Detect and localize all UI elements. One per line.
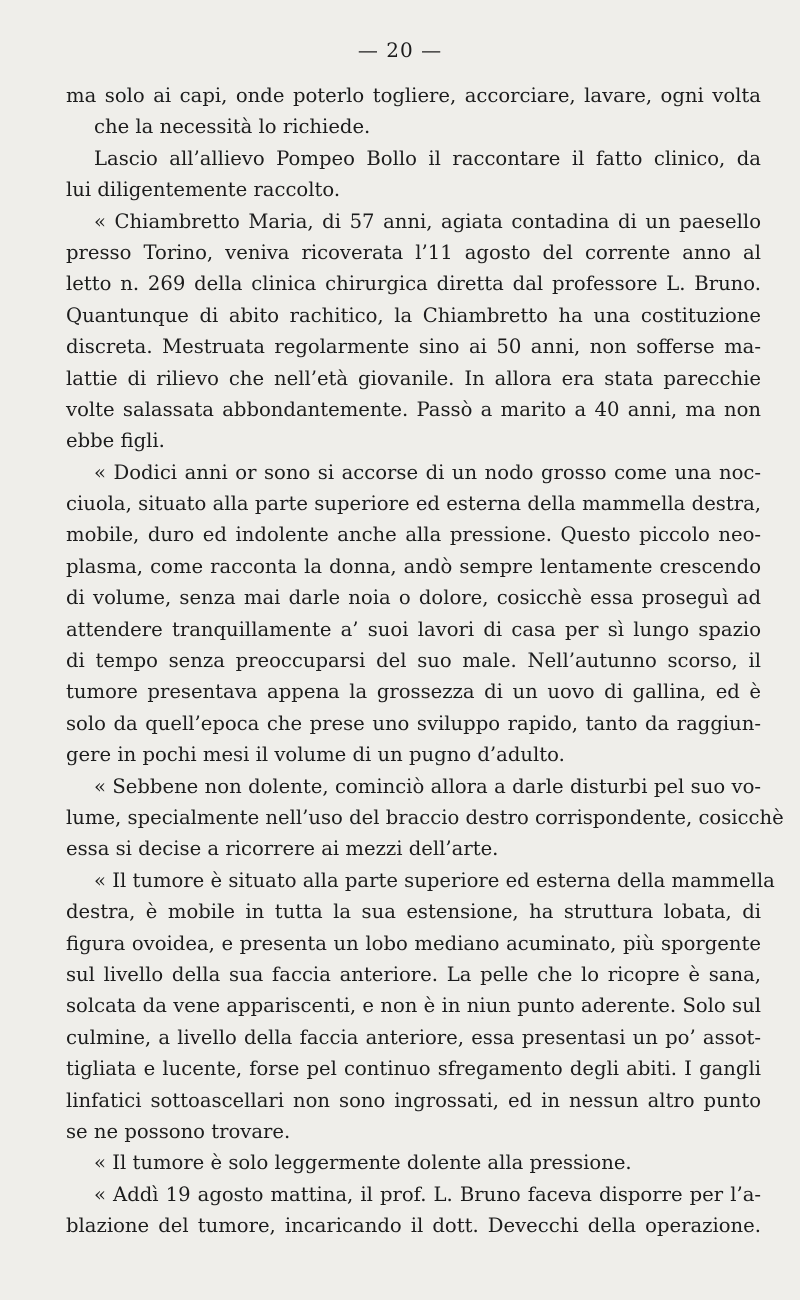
text-line: blazione del tumore, incaricando il dott. Devecchi della operazione. <box>66 1214 761 1238</box>
page-number: — 20 — <box>357 38 443 62</box>
text-line: gere in pochi mesi il volume di un pugno d’adulto. <box>66 743 565 767</box>
text-line: « Sebbene non dolente, cominciò allora a darle disturbi pel suo vo- <box>94 774 761 798</box>
text-line: che la necessità lo richiede. <box>94 115 371 139</box>
text-line: lui diligentemente raccolto. <box>66 178 341 202</box>
text-line: « Il tumore è solo leggermente dolente alla pressione. <box>94 1151 632 1175</box>
text-line: linfatici sottoascellari non sono ingrossati, ed in nessun altro punto <box>66 1088 761 1112</box>
text-line: destra, è mobile in tutta la sua estensione, ha struttura lobata, di <box>66 900 761 924</box>
text-line: ebbe figli. <box>66 429 165 453</box>
text-line: culmine, a livello della faccia anteriore, essa presentasi un po’ assot- <box>66 1025 761 1049</box>
text-line: discreta. Mestruata regolarmente sino ai 50 anni, non sofferse ma- <box>66 335 761 359</box>
text-line: letto n. 269 della clinica chirurgica diretta dal professore L. Bruno. <box>66 272 761 296</box>
text-line: « Dodici anni or sono si accorse di un nodo grosso come una noc- <box>94 460 761 484</box>
text-line: attendere tranquillamente a’ suoi lavori di casa per sì lungo spazio <box>66 617 761 641</box>
text-line: « Chiambretto Maria, di 57 anni, agiata contadina di un paesello <box>94 209 761 233</box>
text-line: ciuola, situato alla parte superiore ed esterna della mammella destra, <box>66 492 761 516</box>
text-line: lattie di rilievo che nell’età giovanile. In allora era stata parecchie <box>66 366 761 390</box>
text-line: sul livello della sua faccia anteriore. La pelle che lo ricopre è sana, <box>66 962 761 986</box>
text-line: « Addì 19 agosto mattina, il prof. L. Bruno faceva disporre per l’a- <box>94 1182 761 1206</box>
text-line: lume, specialmente nell’uso del braccio destro corrispondente, cosicchè <box>66 805 784 829</box>
body-text <box>66 80 784 1241</box>
text-line: tumore presentava appena la grossezza di un uovo di gallina, ed è <box>66 680 761 704</box>
text-line: Lascio all’allievo Pompeo Bollo il raccontare il fatto clinico, da <box>94 146 761 170</box>
text-line: « Il tumore è situato alla parte superiore ed esterna della mammella <box>94 868 775 892</box>
text-line: solcata da vene appariscenti, e non è in niun punto aderente. Solo sul <box>66 994 761 1018</box>
text-line: di tempo senza preoccuparsi del suo male. Nell’autunno scorso, il <box>66 649 761 673</box>
text-line: mobile, duro ed indolente anche alla pressione. Questo piccolo neo- <box>66 523 761 547</box>
text-line: essa si decise a ricorrere ai mezzi dell’arte. <box>66 837 499 861</box>
text-line: di volume, senza mai darle noia o dolore, cosicchè essa proseguì ad <box>66 586 761 610</box>
text-line: ma solo ai capi, onde poterlo togliere, accorciare, lavare, ogni volta <box>66 84 761 107</box>
text-line: Quantunque di abito rachitico, la Chiambretto ha una costituzione <box>66 303 761 327</box>
text-line: tigliata e lucente, forse pel continuo sfregamento degli abiti. I gangli <box>66 1057 761 1081</box>
text-line: figura ovoidea, e presenta un lobo mediano acuminato, più sporgente <box>66 931 761 955</box>
text-line: volte salassata abbondantemente. Passò a marito a 40 anni, ma non <box>66 397 761 421</box>
text-line: se ne possono trovare. <box>66 1119 291 1143</box>
text-line: solo da quell’epoca che prese uno sviluppo rapido, tanto da raggiun- <box>66 711 761 735</box>
text-line: plasma, come racconta la donna, andò sempre lentamente crescendo <box>66 554 761 578</box>
text-line: presso Torino, veniva ricoverata l’11 agosto del corrente anno al <box>66 240 761 264</box>
